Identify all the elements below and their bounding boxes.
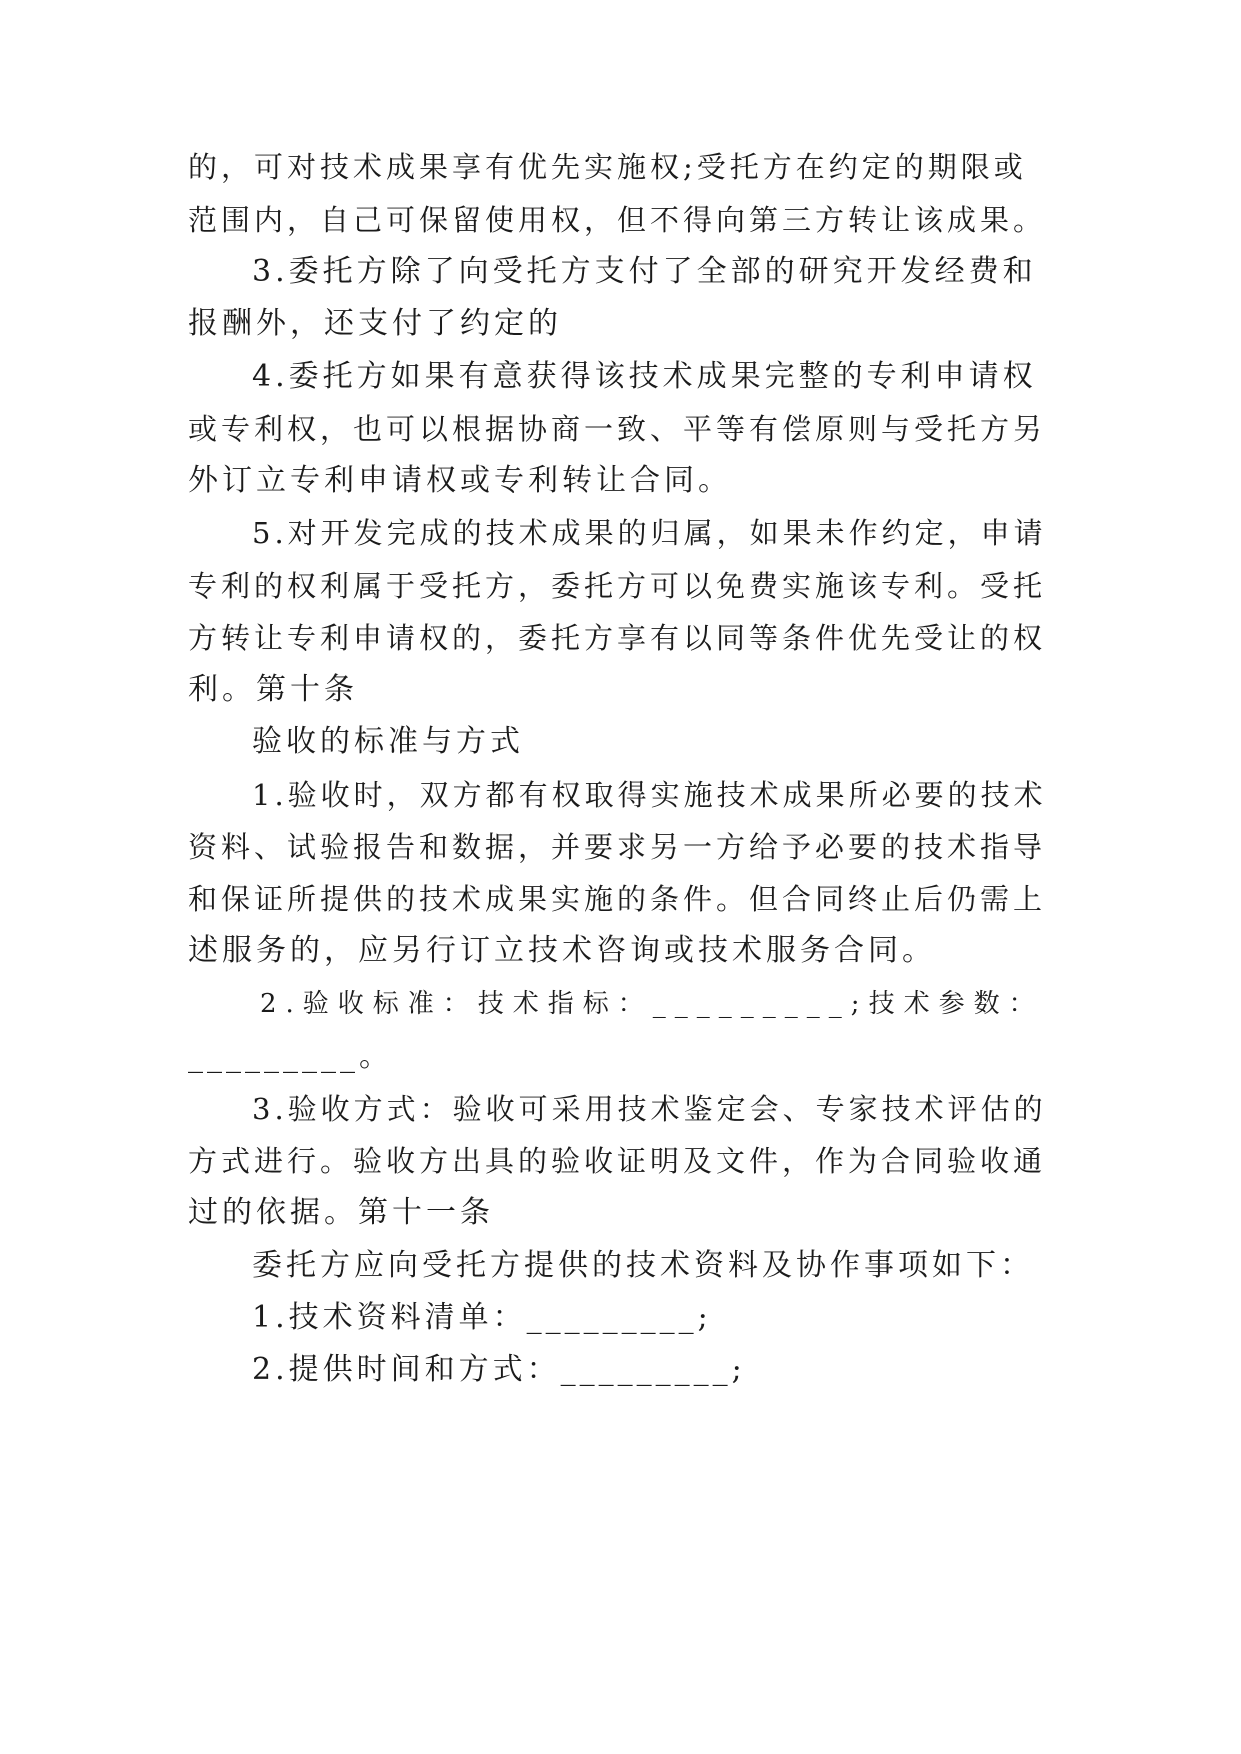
text-line: _________。: [188, 1039, 393, 1074]
text-line: 资料、试验报告和数据，并要求另一方给予必要的技术指导: [188, 830, 1047, 864]
section-heading: 验收的标准与方式: [252, 724, 524, 759]
text-line: 委托方应向受托方提供的技术资料及协作事项如下：: [252, 1248, 1034, 1283]
text-line: 专利的权利属于受托方，委托方可以免费实施该专利。受托: [188, 569, 1047, 603]
text-line: 外订立专利申请权或专利转让合同。: [188, 463, 732, 498]
text-line: 利。第十条: [188, 672, 358, 707]
text-line: 1.验收时，双方都有权取得实施技术成果所必要的技术: [252, 778, 1047, 812]
text-line: 的，可对技术成果享有优先实施权;受托方在约定的期限或: [188, 150, 1027, 184]
text-line: 5.对开发完成的技术成果的归属，如果未作约定，申请: [252, 516, 1047, 550]
text-line: 4.委托方如果有意获得该技术成果完整的专利申请权: [252, 359, 1037, 394]
text-line: 和保证所提供的技术成果实施的条件。但合同终止后仍需上: [188, 882, 1047, 916]
text-line: 方式进行。验收方出具的验收证明及文件，作为合同验收通: [188, 1144, 1047, 1178]
text-line: 述服务的，应另行订立技术咨询或技术服务合同。: [188, 933, 936, 968]
text-line: 3.验收方式：验收可采用技术鉴定会、专家技术评估的: [252, 1092, 1047, 1126]
text-line: 1.技术资料清单：_________;: [252, 1300, 712, 1335]
text-line: 过的依据。第十一条: [188, 1195, 494, 1230]
text-line: 方转让专利申请权的，委托方享有以同等条件优先受让的权: [188, 621, 1047, 655]
text-line: 范围内，自己可保留使用权，但不得向第三方转让该成果。: [188, 203, 1047, 237]
text-line: 报酬外，还支付了约定的: [188, 306, 562, 341]
text-line: 2.验收标准：技术指标：_________;技术参数：: [260, 989, 1044, 1019]
text-line: 2.提供时间和方式：_________;: [252, 1352, 746, 1387]
text-line: 或专利权，也可以根据协商一致、平等有偿原则与受托方另: [188, 412, 1047, 446]
text-line: 3.委托方除了向受托方支付了全部的研究开发经费和: [252, 254, 1037, 289]
